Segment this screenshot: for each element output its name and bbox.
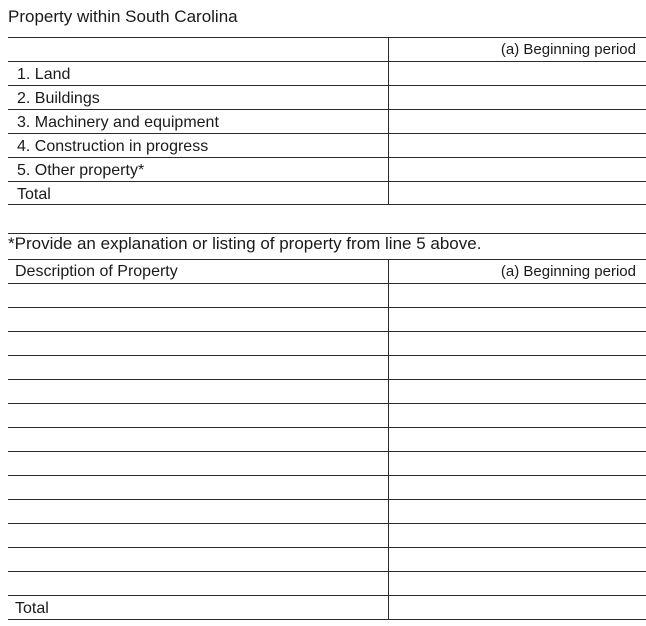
row-label-construction: 4. Construction in progress: [17, 138, 209, 155]
row-divider: [8, 331, 646, 332]
row-divider: [8, 307, 646, 308]
explanation-note: *Provide an explanation or listing of property from line 5 above.: [8, 234, 482, 253]
table2-top-border: [8, 259, 646, 260]
table-bottom-border: [8, 204, 646, 205]
row-label-total: Total: [17, 186, 51, 203]
table2-column-divider: [388, 259, 389, 620]
beginning-period-header-2: (a) Beginning period: [500, 263, 636, 280]
table2-bottom-border: [8, 619, 646, 620]
buildings-value-field[interactable]: [390, 86, 645, 108]
row-divider: [8, 427, 646, 428]
table2-total-label: Total: [15, 600, 49, 617]
row-divider: [8, 283, 646, 284]
row-divider: [8, 523, 646, 524]
row-label-machinery: 3. Machinery and equipment: [17, 114, 219, 131]
row-divider: [8, 475, 646, 476]
row-label-other-property: 5. Other property*: [17, 162, 145, 179]
row-divider: [8, 571, 646, 572]
row-divider: [8, 595, 646, 596]
row-divider: [8, 403, 646, 404]
section-title: Property within South Carolina: [8, 7, 238, 26]
row-divider: [8, 451, 646, 452]
row-divider: [8, 547, 646, 548]
total-value-field[interactable]: [390, 182, 645, 203]
row-label-buildings: 2. Buildings: [17, 90, 100, 107]
machinery-value-field[interactable]: [390, 110, 645, 132]
description-header: Description of Property: [15, 263, 178, 280]
other-property-value-field[interactable]: [390, 158, 645, 180]
table-top-border: [8, 37, 646, 38]
row-divider: [8, 499, 646, 500]
construction-value-field[interactable]: [390, 134, 645, 156]
land-value-field[interactable]: [390, 62, 645, 84]
row-divider: [8, 379, 646, 380]
table-column-divider: [388, 37, 389, 204]
beginning-period-header: (a) Beginning period: [500, 41, 636, 58]
row-label-land: 1. Land: [17, 66, 71, 83]
row-divider: [8, 355, 646, 356]
